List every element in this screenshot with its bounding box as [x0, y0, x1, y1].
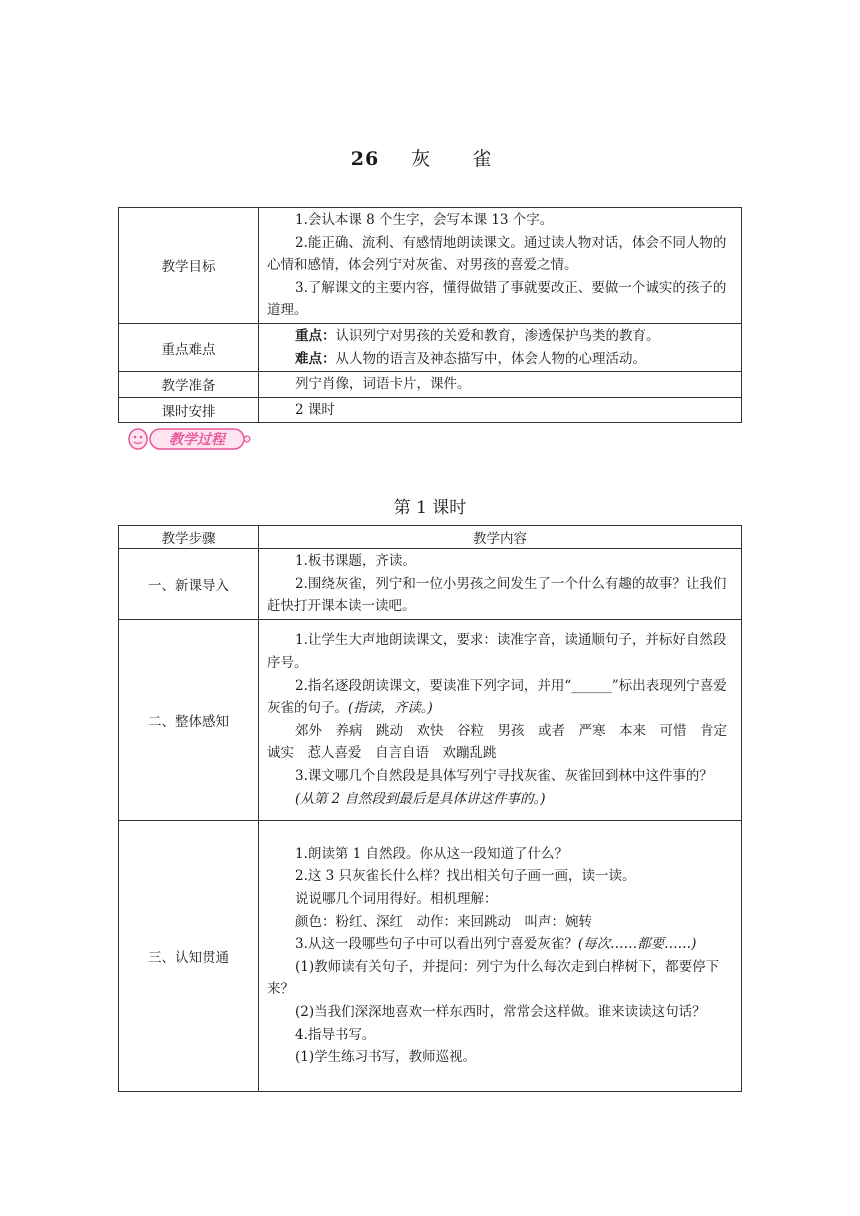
row-label: 课时安排 [119, 397, 259, 423]
table-row [119, 619, 742, 820]
table-row [119, 208, 742, 324]
objectives-cell [259, 208, 742, 324]
step-line: (1)教师读有关句子，并提问：列宁为什么每次走到白桦树下，都要停下来？ [267, 958, 720, 998]
difficulty-label: 难点： [295, 350, 336, 367]
vocabulary-words: 郊外 养病 跳动 欢快 谷粒 男孩 或者 严寒 本来 可惜 肯定 诚实 惹人喜爱 自言自语 欢蹦乱跳 [267, 722, 741, 762]
step-line: 说说哪几个词用得好。相机理解： [295, 891, 498, 907]
stamp-text: 教学过程 [169, 432, 225, 448]
overview-table [118, 207, 742, 423]
step-note: (从第 2 自然段到最后是具体讲这件事的。) [295, 790, 546, 807]
keypoints-cell [259, 323, 742, 371]
header-content: 教学内容 [259, 526, 742, 549]
step-line: 1.让学生大声地朗读课文，要求：读准字音，读通顺句子，并标好自然段序号。 [267, 632, 727, 671]
row-label: 教学准备 [119, 372, 259, 398]
table-row [119, 372, 742, 398]
table-row [119, 549, 742, 620]
step-label: 三、认知贯通 [119, 820, 259, 1091]
header-step: 教学步骤 [119, 526, 259, 549]
table-header-row [119, 526, 742, 549]
teaching-process-stamp-icon [126, 425, 254, 453]
step-line: (2)当我们深深地喜欢一样东西时，常常会这样做。谁来读读这句话？ [295, 1003, 706, 1020]
step-line: 3.从这一段哪些句子中可以看出列宁喜爱灰雀？(每次……都要……) [295, 936, 697, 953]
step-label: 二、整体感知 [119, 619, 259, 820]
step-label: 一、新课导入 [119, 549, 259, 620]
lesson-title [0, 144, 860, 171]
lesson-number: 26 [350, 148, 380, 170]
row-label: 重点难点 [119, 323, 259, 371]
step-line: 1.板书课题，齐读。 [295, 553, 416, 569]
process-table [118, 525, 742, 1092]
lesson-name: 灰 雀 [411, 148, 510, 170]
table-row [119, 323, 742, 371]
objective-line: 2.能正确、流利、有感情地朗读课文。通过读人物对话，体会不同人物的心情和感情，体会列宁对灰雀、对男孩的喜爱之情。 [267, 234, 727, 274]
step-line: 2.这 3 只灰雀长什么样？找出相关句子画一画，读一读。 [295, 868, 636, 885]
row-label: 教学目标 [119, 208, 259, 324]
objective-line: 1.会认本课 8 个生字，会写本课 13 个字。 [295, 212, 554, 228]
step-line: 4.指导书写。 [295, 1026, 376, 1043]
step-line: 1.朗读第 1 自然段。你从这一段知道了什么？ [295, 845, 569, 862]
table-row [119, 397, 742, 423]
step-line: 2.指名逐段朗读课文，要读准下列字词，并用“______”标出表现列宁喜爱灰雀的句子。(指读，齐读。) [267, 677, 727, 717]
key-text: 认识列宁对男孩的关爱和教育，渗透保护鸟类的教育。 [335, 327, 660, 344]
step-line: (1)学生练习书写，教师巡视。 [295, 1049, 477, 1066]
step-line: 3.课文哪几个自然段是具体写列宁寻找灰雀、灰雀回到林中这件事的？ [295, 767, 713, 784]
objective-line: 3.了解课文的主要内容，懂得做错了事就要改正、要做一个诚实的孩子的道理。 [267, 279, 727, 319]
section-title: 第 1 课时 [393, 498, 467, 518]
step-line: 颜色：粉红、深红 动作：来回跳动 叫声：婉转 [295, 913, 592, 930]
difficulty-text: 从人物的语言及神态描写中，体会人物的心理活动。 [335, 350, 646, 367]
step-line: 2.围绕灰雀，列宁和一位小男孩之间发生了一个什么有趣的故事？让我们赶快打开课本读一读吧。 [267, 575, 727, 615]
table-row [119, 820, 742, 1091]
schedule-text: 2 课时 [295, 401, 335, 418]
key-label: 重点： [295, 327, 336, 344]
preparation-text: 列宁肖像，词语卡片，课件。 [295, 376, 471, 393]
